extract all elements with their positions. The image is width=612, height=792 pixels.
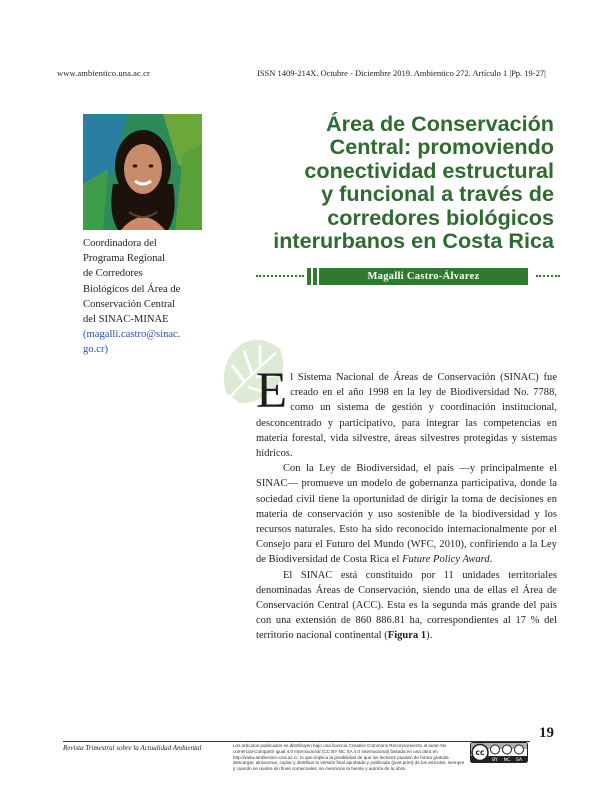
author-name: Magalli Castro-Álvarez	[319, 268, 528, 285]
affiliation-line: Biológicos del Área de	[83, 283, 181, 295]
drop-cap: E	[256, 363, 288, 419]
article-title	[226, 112, 554, 252]
bar-block	[307, 268, 311, 285]
affiliation-line: Conservación Central	[83, 298, 176, 310]
affiliation-line: Programa Regional	[83, 253, 166, 265]
title-line: interurbanos en Costa Rica	[273, 228, 554, 254]
title-line: conectividad estructural	[304, 157, 554, 183]
author-affiliation	[83, 236, 208, 358]
cc-license-badge-icon[interactable]	[470, 742, 528, 763]
award-name: Future Policy Award	[402, 554, 490, 566]
page-number: 19	[539, 725, 554, 741]
footer-journal: Revista Trimestral sobre la Actualidad Ambiental	[63, 744, 202, 752]
affiliation-line: Coordinadora del	[83, 238, 157, 249]
footer-rule	[63, 741, 530, 742]
author-email[interactable]	[83, 327, 208, 357]
header-website: www.ambientico.una.ac.cr	[57, 68, 150, 78]
bar-block	[313, 268, 317, 285]
author-bar	[256, 266, 560, 286]
header-citation: ISSN 1409-214X. Octubre - Diciembre 2019. Ambientico 272. Artículo 1 |Pp. 19-27|	[257, 68, 546, 78]
author-photo	[83, 114, 202, 230]
figure-reference[interactable]: Figura 1	[387, 630, 427, 642]
cc-label: cc	[475, 748, 485, 758]
cc-sa-label: SA	[515, 758, 523, 763]
title-line: Área de Conservación	[325, 111, 554, 136]
title-line: corredores biológicos	[327, 204, 554, 230]
body-paragraph: Con la Ley de Biodiversidad, el país —y principalmente el SINAC— promueve un modelo de gobernanza participativa, donde la sociedad civil tiene la oportunidad de dirigir la toma de decisiones en materia de conservación y uso sostenible de la biodiversidad y los recursos naturales. Esto ha sido reconocido internacionalmente por el Consejo para el Futuro del Mundo (WFC, 2010), confiriendo a la Ley de Biodiversidad de Costa Rica el Future Policy Award.	[256, 463, 557, 566]
affiliation-line: de Corredores	[83, 268, 143, 280]
cc-by-label: BY	[492, 758, 498, 763]
article-body	[256, 363, 557, 644]
affiliation-line: del SINAC-MINAE	[83, 314, 169, 326]
title-line: y funcional a través de	[321, 181, 554, 207]
footer-license: Los artículos publicados se distribuyen bajo una licencia Creative Commons Reconocimiento al autor-No comercial-Compartir igual 4.0 Internacional (CC BY NC SA 4.0 Internacional) basada en una obra en http://www.ambientico.una.ac.cr, lo que implica la posibilidad de que los lectores puedan de forma gratuita descargar, almacenar, copiar y distribuir la versión final aprobada y publicada (post print) de los artículos, siempre y cuando se realice sin fines comerciales, se mencione la fuente y autoría de la obra.	[233, 743, 465, 772]
email-line[interactable]: go.cr)	[83, 344, 108, 356]
dotted-rule-right	[536, 275, 560, 277]
body-paragraph: El Sistema Nacional de Áreas de Conservación (SINAC) fue creado en el año 1998 en la ley de Biodiversidad No. 7788, como un sistema de gestión y coordinación institucional, desconcentrado y participativo, para integrar las competencias en materia forestal, vida silvestre, áreas silvestres protegidas y sistemas hídricos.	[256, 363, 557, 460]
email-line[interactable]: (magalli.castro@sinac.	[83, 329, 181, 341]
body-paragraph: El SINAC está constituido por 11 unidades territoriales denominadas Áreas de Conservación, siendo una de ellas el Área de Conservación Central (ACC). Esta es la segunda más grande del país con una extensión de 860 886.81 ha, correspondientes al 17 % del territorio nacional continental (Figura 1).	[256, 569, 557, 642]
dotted-rule-left	[256, 275, 304, 277]
title-line: Central: promoviendo	[329, 134, 554, 160]
cc-nc-label: NC	[503, 758, 511, 763]
